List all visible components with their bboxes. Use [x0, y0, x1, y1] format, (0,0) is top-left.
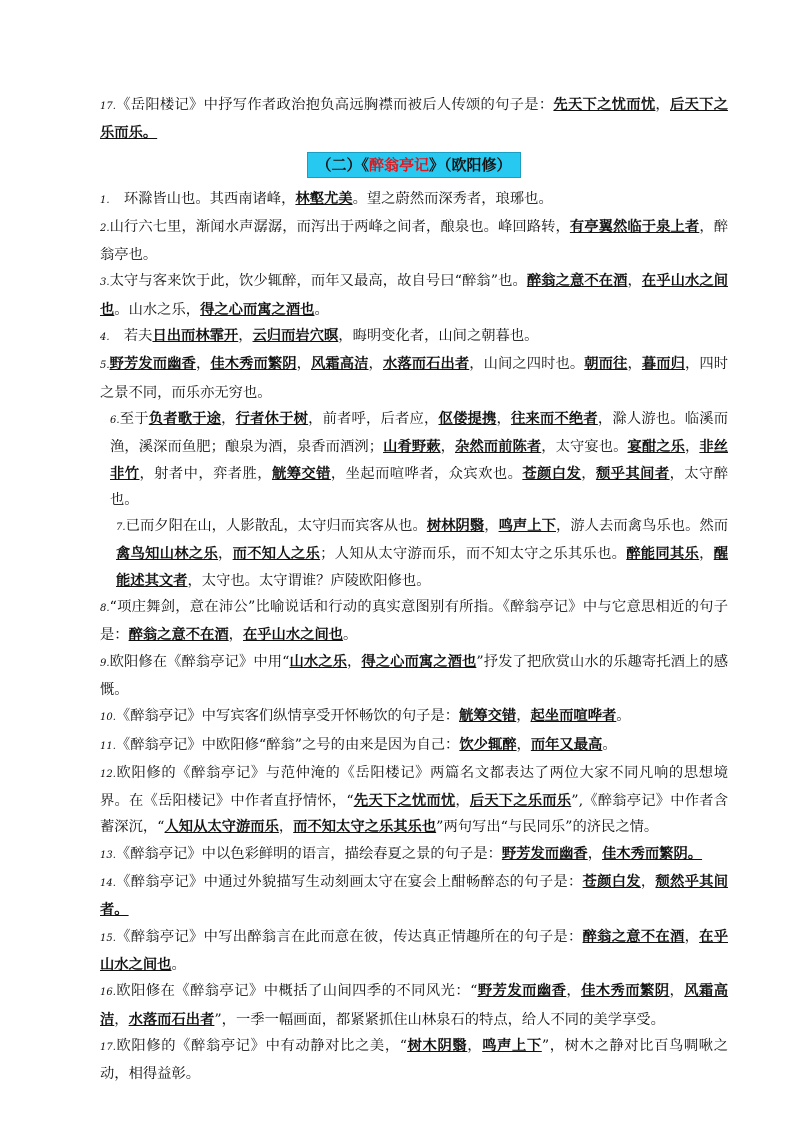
key-phrase: 醉翁之意不在酒: [526, 273, 628, 290]
text-run: ，: [684, 439, 700, 456]
paragraph: [100, 186, 728, 214]
key-phrase: 野芳发而幽香: [501, 845, 588, 862]
text-run: ，: [440, 439, 455, 456]
key-phrase: 水落而石出者: [382, 356, 470, 373]
key-phrase: 暮而归: [641, 356, 685, 373]
key-phrase: 醒能述其文者: [116, 546, 728, 589]
item-number: 16.: [100, 987, 116, 999]
key-phrase: 禽鸟知山林之乐: [116, 546, 219, 563]
text-run: ，: [640, 874, 656, 891]
key-phrase: 树林阴翳: [426, 518, 485, 535]
text-run: ，: [278, 819, 294, 836]
key-phrase: 佳木秀而繁阴: [581, 983, 670, 1000]
heading-title-highlight: 醉翁亭记: [368, 155, 429, 174]
section-heading-wrap: [100, 152, 728, 186]
paragraph: [100, 323, 728, 351]
section-heading: [307, 152, 520, 178]
text-run: 已而夕阳在山，人影散乱，太守归而宾客从也。: [125, 518, 427, 535]
key-phrase: 山水之乐: [289, 653, 347, 670]
key-phrase: 佳木秀而繁阴。: [602, 845, 703, 862]
text-run: ，: [684, 928, 700, 945]
key-phrase: 醉能同其乐: [626, 546, 700, 563]
text-run: 至于: [119, 410, 149, 427]
text-run: ”两句写出“与民同乐”的济民之情。: [436, 819, 659, 836]
item-number: 10.: [100, 712, 116, 724]
key-phrase: 伛偻提携: [438, 410, 497, 427]
item-number: 17.: [100, 1041, 116, 1053]
key-phrase: 鸣声上下: [498, 518, 556, 535]
key-phrase: 水落而石出者: [128, 1011, 215, 1028]
paragraph: [100, 869, 728, 924]
key-phrase: 而年又最高: [530, 736, 603, 753]
key-phrase: 野芳发而幽香: [109, 356, 196, 373]
paragraph: [100, 760, 728, 841]
text-run: ，滁人游也。临溪而渔，溪深而鱼肥；酿泉为酒，泉香而酒洌；: [110, 410, 729, 456]
paragraph: [100, 841, 728, 869]
text-run: ；人知从太守游而乐，而不知太守之乐其乐也。: [320, 546, 627, 563]
key-phrase: 在乎山水之间也: [100, 273, 729, 318]
text-run: ，: [218, 546, 233, 563]
paragraph: [100, 92, 728, 147]
text-run: ，射者中，弈者胜，: [139, 465, 272, 482]
key-phrase: 宴酣之乐: [627, 439, 685, 456]
text-run: ”抒发了把欣赏山水的乐趣寄托酒上的感慨。: [100, 653, 729, 698]
text-run: ，: [347, 653, 362, 670]
key-phrase: 山肴野蔌: [383, 439, 441, 456]
text-run: 《醉翁亭记》中通过外貌描写生动刻画太守在宴会上酣畅醉态的句子是：: [115, 874, 583, 891]
item-number: 3.: [100, 277, 110, 289]
text-run: 欧阳修的《醉翁亭记》与范仲淹的《岳阳楼记》两篇名文都表达了两位大家不同凡响的思想境界。在《岳阳楼记》中作者直抒情怀，“: [100, 764, 728, 810]
key-phrase: 得之心而寓之酒也: [200, 301, 315, 318]
text-run: ，游人去而禽鸟乐也。然而: [555, 518, 729, 535]
text-run: 《醉翁亭记》中写出醉翁言在此而意在彼，传达真正情趣所在的句子是：: [115, 928, 583, 945]
text-run: ，: [581, 465, 596, 482]
text-run: ，: [467, 1037, 483, 1054]
text-run: ，: [516, 736, 531, 753]
key-phrase: 觥筹交错: [459, 708, 517, 725]
item-number: 17.: [100, 101, 116, 112]
text-run: 欧阳修在《醉翁亭记》中概括了山间四季的不同风光：“: [115, 983, 478, 1000]
key-phrase: 风霜高洁: [100, 983, 729, 1028]
paragraph: [100, 732, 728, 760]
key-phrase: 起坐而喧哗者: [530, 708, 617, 725]
text-run: 欧阳修的《醉翁亭记》中有动静对比之美，“: [115, 1037, 408, 1054]
key-phrase: 行者休于树: [235, 410, 309, 427]
text-run: ，: [114, 1011, 129, 1028]
text-run: ，: [368, 356, 383, 373]
item-number: 1.: [100, 194, 110, 206]
key-phrase: 负者歌于途: [148, 410, 222, 427]
paragraph: [100, 406, 728, 513]
key-phrase: 而不知人之乐: [232, 546, 321, 563]
item-number: 8.: [100, 603, 110, 615]
paragraph: [100, 1033, 728, 1088]
item-number: 7.: [116, 522, 126, 534]
item-number: 6.: [110, 414, 120, 426]
key-phrase: 醉翁之意不在酒: [582, 928, 685, 945]
text-run: ，太守宴也。: [541, 439, 628, 456]
text-run: 《醉翁亭记》中欧阳修“醉翁”之号的由来是因为自己：: [115, 736, 460, 753]
key-phrase: 往来而不绝者: [510, 410, 598, 427]
text-run: 《醉翁亭记》中以色彩鲜明的语言，描绘春夏之景的句子是：: [115, 845, 502, 862]
text-run: ”,《醉翁亭记》中作者含蓄深沉，“: [100, 793, 729, 836]
item-number: 13.: [100, 849, 116, 861]
text-run: ，四时之景不同，而乐亦无穷也。: [100, 356, 729, 401]
heading-text: （二）《: [316, 155, 369, 174]
item-number: 4.: [100, 332, 110, 344]
key-phrase: 在乎山水之间也: [242, 627, 344, 644]
key-phrase: 颓乎其间者: [595, 465, 670, 482]
key-phrase: 日出而林霏开: [152, 328, 239, 345]
heading-text: 》（欧阳修）: [429, 155, 512, 174]
key-phrase: 在乎山水之间也: [100, 928, 729, 973]
text-run: ，: [516, 708, 531, 725]
text-run: ，太守醉也。: [110, 465, 729, 508]
text-run: 。: [314, 301, 329, 318]
paragraph: [100, 351, 728, 406]
paragraph: [100, 594, 728, 649]
text-run: 若夫: [109, 328, 153, 345]
text-run: ，: [195, 356, 211, 373]
text-run: 山行六七里，渐闻水声潺潺，而泻出于两峰之间者，酿泉也。峰回路转，: [109, 218, 570, 235]
document-body: [100, 92, 728, 1087]
item-number: 12.: [100, 768, 116, 780]
key-phrase: 醉翁之意不在酒: [128, 627, 229, 644]
key-phrase: 杂然而前陈者: [454, 439, 542, 456]
text-run: 。: [602, 736, 617, 753]
key-phrase: 觥筹交错: [271, 465, 331, 482]
text-run: ，: [587, 845, 602, 862]
key-phrase: 树木阴翳: [407, 1037, 468, 1054]
text-run: “项庄舞剑，意在沛公”比喻说话和行动的真实意图别有所指。《醉翁亭记》中与它意思相近的句子是：: [100, 599, 728, 644]
key-phrase: 先天下之忧而忧: [353, 793, 456, 810]
key-phrase: 苍颜白发: [582, 874, 641, 891]
key-phrase: 后天下之乐而乐。: [100, 97, 729, 142]
item-number: 11.: [100, 740, 116, 752]
text-run: 。望之蔚然而深秀者，琅琊也。: [352, 190, 553, 207]
paragraph: [100, 214, 728, 269]
text-run: 。: [343, 627, 358, 644]
text-run: ”，树木之静对比百鸟啁啾之动，相得益彰。: [100, 1037, 728, 1083]
key-phrase: 先天下之忧而忧: [553, 97, 656, 113]
text-run: ，: [455, 793, 470, 810]
key-phrase: 野芳发而幽香: [477, 983, 567, 1000]
text-run: 。: [171, 956, 186, 973]
paragraph: [100, 513, 728, 594]
key-phrase: 苍颜白发: [522, 465, 582, 482]
text-run: 。山水之乐，: [114, 301, 201, 318]
key-phrase: 有亭翼然临于泉上者: [569, 218, 700, 235]
text-run: 环滁皆山也。其西南诸峰，: [109, 190, 296, 207]
paragraph: [100, 978, 728, 1033]
text-run: ，: [484, 518, 499, 535]
key-phrase: 饮少辄醉: [459, 736, 517, 753]
text-run: 《岳阳楼记》中抒写作者政治抱负高远胸襟而被后人传颂的句子是：: [115, 97, 554, 113]
key-phrase: 鸣声上下: [482, 1037, 542, 1054]
paragraph: [100, 649, 728, 704]
text-run: 太守与客来饮于此，饮少辄醉，而年又最高，故自号曰“醉翁”也。: [109, 273, 527, 290]
text-run: ，: [238, 328, 253, 345]
text-run: ，: [496, 410, 511, 427]
key-phrase: 而不知太守之乐其乐也: [293, 819, 437, 836]
text-run: 欧阳修在《醉翁亭记》中用“: [109, 653, 290, 670]
text-run: ，山间之四时也。: [469, 356, 585, 373]
text-run: ，坐起而喧哗者，众宾欢也。: [330, 465, 523, 482]
key-phrase: 后天下之乐而乐: [469, 793, 572, 810]
key-phrase: 人知从太守游而乐: [164, 819, 279, 836]
key-phrase: 云归而岩穴暝: [252, 328, 339, 345]
key-phrase: 非丝非竹: [110, 439, 729, 482]
text-run: ，前者呼，后者应，: [308, 410, 439, 427]
text-run: ，: [566, 983, 582, 1000]
text-run: ，: [699, 546, 714, 563]
text-run: ，: [627, 273, 642, 290]
key-phrase: 颓然乎其间者。: [100, 874, 729, 919]
paragraph: [100, 268, 728, 323]
text-run: ，: [228, 627, 243, 644]
text-run: ”，一季一幅画面，都紧紧抓住山林泉石的特点，给人不同的美学享受。: [214, 1011, 665, 1028]
text-run: ，晦明变化者，山间之朝暮也。: [338, 328, 539, 345]
paragraph: [100, 924, 728, 979]
text-run: ，太守也。太守谓谁？庐陵欧阳修也。: [187, 572, 431, 589]
key-phrase: 林壑尤美: [295, 190, 353, 207]
item-number: 14.: [100, 878, 116, 890]
text-run: ，: [221, 410, 236, 427]
key-phrase: 佳木秀而繁阴: [210, 356, 297, 373]
item-number: 15.: [100, 932, 116, 944]
text-run: ，醉翁亭也。: [100, 218, 729, 264]
text-run: 《醉翁亭记》中写宾客们纵情享受开怀畅饮的句子是：: [115, 708, 460, 725]
text-run: ，: [296, 356, 312, 373]
text-run: ，: [669, 983, 685, 1000]
item-number: 2.: [100, 222, 110, 234]
key-phrase: 得之心而寓之酒也: [361, 653, 477, 670]
key-phrase: 风霜高洁: [311, 356, 369, 373]
text-run: ，: [627, 356, 642, 373]
key-phrase: 朝而往: [584, 356, 628, 373]
item-number: 5.: [100, 360, 110, 372]
item-number: 9.: [100, 657, 110, 669]
paragraph: [100, 703, 728, 731]
text-run: ，: [655, 97, 670, 113]
text-run: 。: [616, 708, 631, 725]
